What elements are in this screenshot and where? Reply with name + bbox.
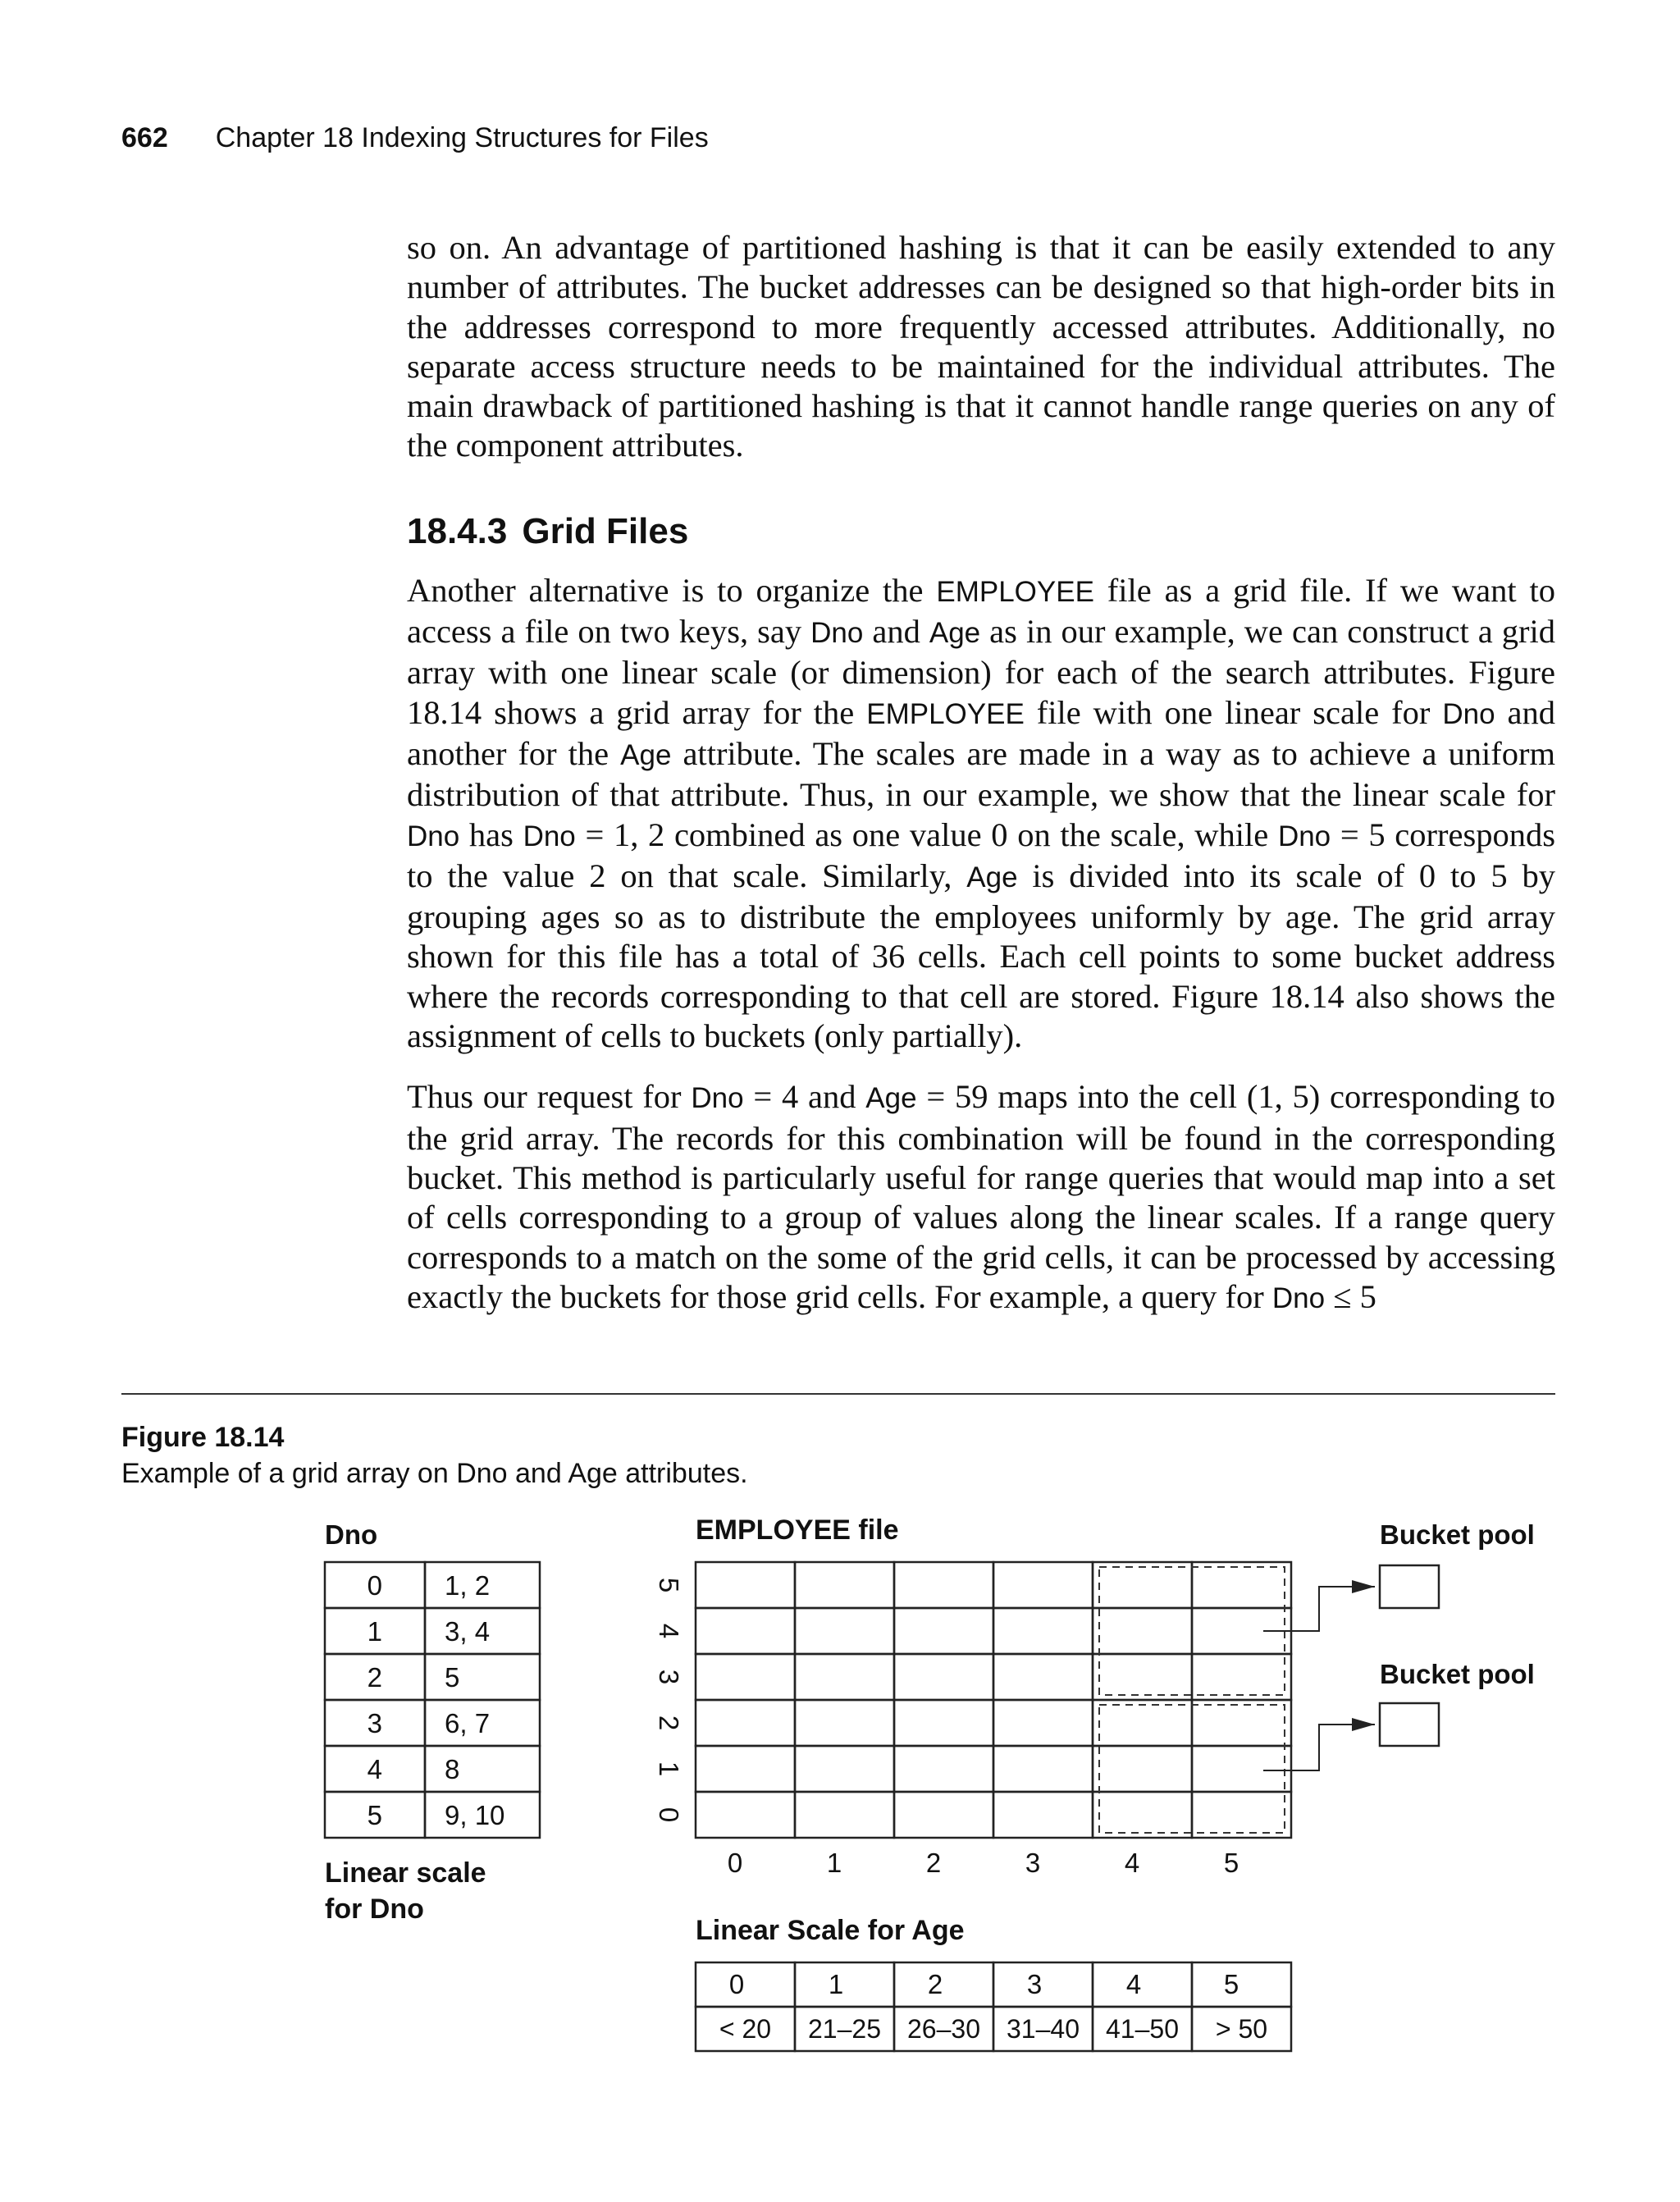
dno-values-cell bbox=[425, 1608, 540, 1654]
section-heading bbox=[407, 510, 1555, 553]
dno-header: Dno bbox=[325, 1519, 378, 1550]
grid-col-label: 4 bbox=[1124, 1848, 1140, 1878]
attribute-name: Dno bbox=[810, 617, 864, 650]
grid-cell bbox=[795, 1746, 894, 1792]
grid-cell bbox=[1192, 1746, 1291, 1792]
dno-code-cell bbox=[325, 1608, 425, 1654]
grid-cell bbox=[1192, 1562, 1291, 1608]
dno-code-cell bbox=[325, 1654, 425, 1700]
grid-cell bbox=[795, 1654, 894, 1700]
attribute-name: Age bbox=[620, 738, 672, 771]
grid-cell bbox=[795, 1562, 894, 1608]
attribute-name: Dno bbox=[1277, 820, 1331, 852]
grid-cell bbox=[894, 1562, 993, 1608]
dno-label-line1: Linear scale bbox=[325, 1857, 486, 1889]
figure-rule bbox=[121, 1393, 1555, 1395]
age-code-cell bbox=[795, 1962, 894, 2007]
dno-scale-table bbox=[325, 1562, 540, 1838]
attribute-name: Dno bbox=[1271, 1281, 1326, 1314]
dno-values: 1, 2 bbox=[445, 1570, 491, 1601]
dno-code: 1 bbox=[367, 1616, 382, 1647]
age-code-cell bbox=[993, 1962, 1093, 2007]
grid-cell bbox=[993, 1608, 1093, 1654]
grid-cell bbox=[795, 1700, 894, 1746]
section-number: 18.4.3 bbox=[407, 510, 508, 551]
grid-row-label: 1 bbox=[654, 1761, 684, 1777]
bucket-region bbox=[1099, 1705, 1285, 1833]
attribute-name: EMPLOYEE bbox=[866, 697, 1025, 730]
grid-col-label: 3 bbox=[1025, 1848, 1041, 1878]
age-range-cell bbox=[1192, 2007, 1291, 2051]
grid-cell bbox=[894, 1792, 993, 1838]
age-range-cell bbox=[993, 2007, 1093, 2051]
dno-values: 3, 4 bbox=[445, 1616, 491, 1647]
bucket-box-2 bbox=[1380, 1703, 1439, 1746]
age-range-cell bbox=[894, 2007, 993, 2051]
running-head bbox=[121, 121, 709, 154]
dno-values-cell bbox=[425, 1746, 540, 1792]
grid-cell bbox=[993, 1562, 1093, 1608]
dno-values-cell bbox=[425, 1700, 540, 1746]
age-code-cell bbox=[696, 1962, 795, 2007]
grid-cell bbox=[696, 1792, 795, 1838]
bucket-box-1 bbox=[1380, 1565, 1439, 1608]
body-text bbox=[407, 228, 1555, 1340]
age-code: 1 bbox=[828, 1969, 844, 1999]
grid-cell bbox=[1093, 1562, 1192, 1608]
attribute-name: Dno bbox=[523, 820, 576, 852]
age-code-cell bbox=[1093, 1962, 1192, 2007]
dno-values-cell bbox=[425, 1792, 540, 1838]
grid-cell bbox=[795, 1792, 894, 1838]
grid-cell bbox=[1093, 1700, 1192, 1746]
bucket-pool-label-1: Bucket pool bbox=[1380, 1519, 1535, 1550]
dno-values-cell bbox=[425, 1654, 540, 1700]
dno-values: 9, 10 bbox=[445, 1800, 505, 1830]
dno-values: 5 bbox=[445, 1662, 460, 1693]
attribute-name: EMPLOYEE bbox=[936, 575, 1094, 608]
grid-cell bbox=[1093, 1654, 1192, 1700]
grid-cell bbox=[1093, 1608, 1192, 1654]
grid-col-label: 1 bbox=[826, 1848, 842, 1878]
bucket-pointer-2 bbox=[1263, 1725, 1375, 1770]
grid-row-label: 0 bbox=[654, 1807, 684, 1823]
dno-values: 8 bbox=[445, 1754, 460, 1784]
grid-title: EMPLOYEE file bbox=[696, 1514, 899, 1546]
dno-values-cell bbox=[425, 1562, 540, 1608]
age-range-cell bbox=[696, 2007, 795, 2051]
chapter-title: Chapter 18 Indexing Structures for Files bbox=[215, 122, 709, 153]
attribute-name: Dno bbox=[407, 820, 460, 852]
age-range-cell bbox=[795, 2007, 894, 2051]
grid-cell bbox=[696, 1654, 795, 1700]
age-range: < 20 bbox=[719, 2014, 772, 2044]
grid-cell bbox=[894, 1608, 993, 1654]
paragraph-2: Another alternative is to organize the EMPLOYEE file as a grid file. If we want to access a file on two keys, say Dno and Age as in our example, we can construct a grid array with one linear scale (or dimension) for each of the search attributes. Figure 18.14 shows a grid array for the EMPLOYEE file with one linear scale for Dno and another for the Age attribute. The scales are made in a way as to achieve a uniform distribution of that attribute. Thus, in our example, we show that the linear scale for Dno has Dno = 1, 2 combined as one value 0 on the scale, while Dno = 5 corresponds to the value 2 on that scale. Similarly, Age is divided into its scale of 0 to 5 by grouping ages so as to distribute the employees uniformly by age. The grid array shown for this file has a total of 36 cells. Each cell points to some bucket address where the records corresponding to that cell are stored. Figure 18.14 also shows the assignment of cells to buckets (only partially). bbox=[407, 571, 1556, 1055]
attribute-name: Age bbox=[966, 861, 1018, 893]
grid-col-label: 5 bbox=[1223, 1848, 1239, 1878]
grid-row-label: 5 bbox=[654, 1577, 684, 1593]
age-label: Linear Scale for Age bbox=[696, 1915, 965, 1946]
grid-cell bbox=[1192, 1792, 1291, 1838]
age-code: 4 bbox=[1125, 1969, 1142, 1999]
age-scale-table bbox=[696, 1962, 1291, 2051]
age-range: 31–40 bbox=[1007, 2014, 1080, 2044]
age-code: 5 bbox=[1223, 1969, 1239, 1999]
age-range: 41–50 bbox=[1106, 2014, 1179, 2044]
grid-cell bbox=[795, 1608, 894, 1654]
dno-code: 0 bbox=[367, 1570, 382, 1601]
figure-caption: Example of a grid array on Dno and Age attributes. bbox=[121, 1458, 748, 1489]
dno-values: 6, 7 bbox=[445, 1708, 491, 1738]
bucket-arrowhead-1 bbox=[1352, 1580, 1375, 1593]
attribute-name: Age bbox=[929, 617, 981, 650]
age-code: 2 bbox=[927, 1969, 943, 1999]
grid-cell bbox=[696, 1700, 795, 1746]
dno-code: 4 bbox=[367, 1754, 382, 1784]
dno-code: 2 bbox=[367, 1662, 382, 1693]
grid-cell bbox=[1192, 1654, 1291, 1700]
dno-code-cell bbox=[325, 1700, 425, 1746]
grid-cell bbox=[993, 1654, 1093, 1700]
bucket-arrowhead-2 bbox=[1352, 1718, 1375, 1731]
grid-cell bbox=[894, 1654, 993, 1700]
section-title: Grid Files bbox=[522, 510, 689, 551]
grid-cell bbox=[993, 1746, 1093, 1792]
grid-cell bbox=[1093, 1746, 1192, 1792]
grid-row-label: 3 bbox=[654, 1669, 684, 1685]
age-code-cell bbox=[894, 1962, 993, 2007]
grid-cell bbox=[894, 1700, 993, 1746]
paragraph-3: Thus our request for Dno = 4 and Age = 59 maps into the cell (1, 5) corresponding to the grid array. The records for this combination will be found in the corresponding bucket. This method is particularly useful for range queries that would map into a set of cells corresponding to a group of values along the linear scales. If a range query corresponds to a match on the some of the grid cells, it can be processed by accessing exactly the buckets for those grid cells. For example, a query for Dno ≤ 5 bbox=[407, 1078, 1556, 1315]
grid-cell bbox=[1093, 1792, 1192, 1838]
bucket-region bbox=[1099, 1567, 1285, 1695]
age-range-cell bbox=[1093, 2007, 1192, 2051]
grid-cell bbox=[1192, 1608, 1291, 1654]
page-number: 662 bbox=[121, 122, 168, 153]
age-range: 21–25 bbox=[808, 2014, 881, 2044]
attribute-name: Dno bbox=[1442, 697, 1495, 730]
age-code-cell bbox=[1192, 1962, 1291, 2007]
dno-code-cell bbox=[325, 1792, 425, 1838]
age-code: 3 bbox=[1026, 1969, 1043, 1999]
age-range: 26–30 bbox=[907, 2014, 980, 2044]
dno-code-cell bbox=[325, 1562, 425, 1608]
dno-code: 3 bbox=[367, 1708, 382, 1738]
dno-label-line2: for Dno bbox=[325, 1894, 424, 1925]
bucket-pool-label-2: Bucket pool bbox=[1380, 1659, 1535, 1689]
grid-row-label: 2 bbox=[654, 1715, 684, 1731]
dno-code-cell bbox=[325, 1746, 425, 1792]
bucket-pointer-1 bbox=[1263, 1587, 1375, 1631]
grid-col-label: 2 bbox=[925, 1848, 942, 1878]
grid-row-label: 4 bbox=[654, 1623, 684, 1639]
grid-cell bbox=[696, 1608, 795, 1654]
grid-cell bbox=[696, 1746, 795, 1792]
attribute-name: Age bbox=[865, 1082, 917, 1115]
grid-array bbox=[654, 1562, 1291, 1878]
grid-cell bbox=[696, 1562, 795, 1608]
grid-cell bbox=[993, 1700, 1093, 1746]
grid-cell bbox=[993, 1792, 1093, 1838]
figure-title: Figure 18.14 bbox=[121, 1422, 285, 1453]
grid-cell bbox=[1192, 1700, 1291, 1746]
grid-cell bbox=[894, 1746, 993, 1792]
grid-col-label: 0 bbox=[727, 1848, 743, 1878]
age-range: > 50 bbox=[1215, 2014, 1268, 2044]
age-code: 0 bbox=[728, 1969, 745, 1999]
dno-code: 5 bbox=[367, 1800, 382, 1830]
attribute-name: Dno bbox=[691, 1082, 744, 1115]
paragraph-1: so on. An advantage of partitioned hashing is that it can be easily extended to any number of attributes. The bucket addresses can be designed so that high-order bits in the addresses correspond to more frequently accessed attributes. Additionally, no separate access structure needs to be maintained for the individual attributes. The main drawback of partitioned hashing is that it cannot handle range queries on any of the component attributes. bbox=[407, 229, 1555, 464]
